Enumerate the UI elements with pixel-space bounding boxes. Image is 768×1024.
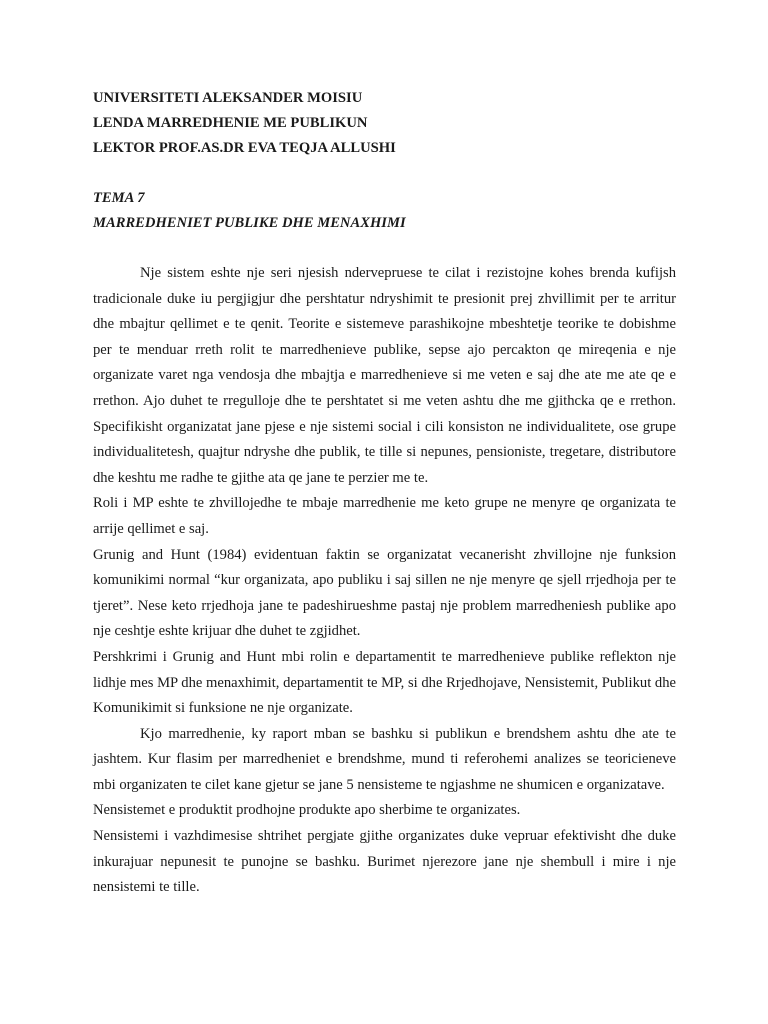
document-header	[93, 86, 676, 161]
paragraph: Nensistemi i vazhdimesise shtrihet pergjate gjithe organizates duke vepruar efektivisht dhe duke inkurajuar nepunesit te punojne se bashku. Burimet njerezore jane nje shembull i mire i nje nensistemi te tille.	[93, 828, 676, 896]
topic-heading	[93, 186, 676, 236]
lecturer-name: LEKTOR PROF.AS.DR EVA TEQJA ALLUSHI	[93, 140, 396, 156]
paragraph: Grunig and Hunt (1984) evidentuan faktin se organizatat vecanerisht zhvillojne nje funksion komunikimi normal “kur organizata, apo publiku i saj sillen ne nje menyre qe sjell rrjedhoja per te tjeret”. Nese keto rrjedhoja jane te padeshirueshme pastaj nje problem marredheniesh publike apo nje ceshtje eshte krijuar dhe duhet te zgjidhet.	[93, 546, 676, 640]
paragraph: Kjo marredhenie, ky raport mban se bashku si publikun e brendshem ashtu dhe ate te jashtem. Kur flasim per marredheniet e brendshme, mund ti referohemi analizes se teoricieneve mbi organizaten te cilet kane gjetur se jane 5 nensisteme te ngjashme ne shumicen e organizatave.	[93, 725, 676, 793]
paragraph: Roli i MP eshte te zhvillojedhe te mbaje marredhenie me keto grupe ne menyre qe organizata te arrije qellimet e saj.	[93, 495, 676, 537]
paragraph: Nensistemet e produktit prodhojne produkte apo sherbime te organizates.	[93, 802, 521, 819]
topic-number: TEMA 7	[93, 190, 145, 206]
course-name: LENDA MARREDHENIE ME PUBLIKUN	[93, 115, 368, 131]
topic-title: MARREDHENIET PUBLIKE DHE MENAXHIMI	[93, 215, 406, 231]
university-name: UNIVERSITETI ALEKSANDER MOISIU	[93, 90, 363, 106]
paragraph: Pershkrimi i Grunig and Hunt mbi rolin e departamentit te marredhenieve publike reflekton nje lidhje mes MP dhe menaxhimit, departamentit te MP, si dhe Rrjedhojave, Nensistemit, Publikut dhe Komunikimit si funksione ne nje organizate.	[93, 648, 676, 717]
document-body	[93, 261, 676, 901]
paragraph: Nje sistem eshte nje seri njesish ndervepruesе te cilat i rezistojne kohes brenda kufijsh tradicionale duke iu pergjigjur dhe pershtatur ndryshimit te presionit prej zhvillimit per te arritur dhe mbajtur qellimet e te qenit. Teorite e sistemeve parashikojne mbeshtetje teorike te dobishme per te menduar rreth rolit te marredhenieve publike, sepse ajo percakton qe mireqenia e nje organizate varet nga vendosja dhe mbajtja e marredhenieve si me veten e saj dhe ate me ate qe e rrethon. Ajo duhet te rregulloje dhe te pershtatet si me veten ashtu dhe me gjithcka qe e rrethon. Specifikisht organizatat jane pjese e nje sistemi social i cili konsiston ne individualitete, ose grupe individualitetesh, quajtur ndryshe dhe publik, te tille si nepunes, pensioniste, tregetare, distributore dhe keshtu me radhe te gjithe ata qe jane te perzier me te.	[93, 265, 676, 486]
